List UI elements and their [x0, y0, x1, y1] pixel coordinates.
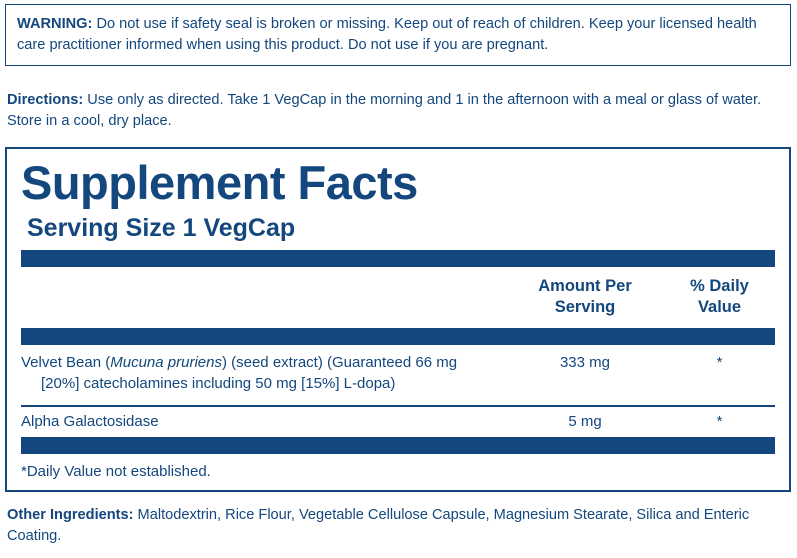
header-bar-top	[21, 250, 775, 267]
column-header-amount-line1: Amount Per	[538, 277, 632, 295]
nutrient-name	[21, 352, 521, 394]
row-divider	[21, 405, 775, 407]
header-bar-middle	[21, 328, 775, 345]
other-ingredients-body: Maltodextrin, Rice Flour, Vegetable Cellulose Capsule, Magnesium Stearate, Silica and Enteric Coating.	[7, 507, 750, 544]
column-header-dv-line1: % Daily	[690, 277, 749, 295]
nutrient-name-latin: Mucuna pruriens	[110, 354, 222, 371]
column-header-amount-line2: Serving	[554, 298, 616, 316]
other-ingredients-section	[7, 505, 791, 546]
directions-section	[7, 90, 791, 131]
warning-label: WARNING:	[17, 16, 93, 32]
warning-text	[17, 14, 779, 55]
warning-body: Do not use if safety seal is broken or missing. Keep out of reach of children. Keep your licensed health care practitioner informed when using this product. Do not use if you are pregnant.	[17, 16, 757, 53]
serving-size-text: Serving Size 1 VegCap	[27, 214, 296, 242]
directions-body: Use only as directed. Take 1 VegCap in the morning and 1 in the afternoon with a meal or glass of water. Store in a cool, dry place.	[7, 92, 762, 129]
warning-box	[5, 4, 791, 66]
nutrient-amount: 5 mg	[568, 413, 602, 430]
column-header-amount	[515, 276, 655, 318]
column-header-daily-value	[662, 276, 777, 318]
nutrient-name	[21, 411, 521, 432]
nutrient-daily-value: *	[716, 413, 723, 430]
supplement-facts-title: Supplement Facts	[21, 156, 418, 209]
nutrient-daily-value: *	[716, 354, 723, 371]
directions-label: Directions:	[7, 92, 84, 108]
footer-bar	[21, 437, 775, 454]
nutrient-name-pre: Velvet Bean (	[21, 354, 111, 371]
nutrient-name-post: ) (seed extract) (Guaranteed 66 mg	[221, 354, 458, 371]
nutrient-amount: 333 mg	[559, 354, 611, 371]
other-ingredients-label: Other Ingredients:	[7, 507, 134, 523]
nutrient-name-line2: [20%] catecholamines including 50 mg [15%] L-dopa)	[41, 375, 396, 392]
daily-value-footnote: *Daily Value not established.	[21, 463, 211, 480]
nutrient-name-pre: Alpha Galactosidase	[21, 413, 159, 430]
column-header-dv-line2: Value	[697, 298, 742, 316]
supplement-facts-panel	[5, 147, 791, 492]
